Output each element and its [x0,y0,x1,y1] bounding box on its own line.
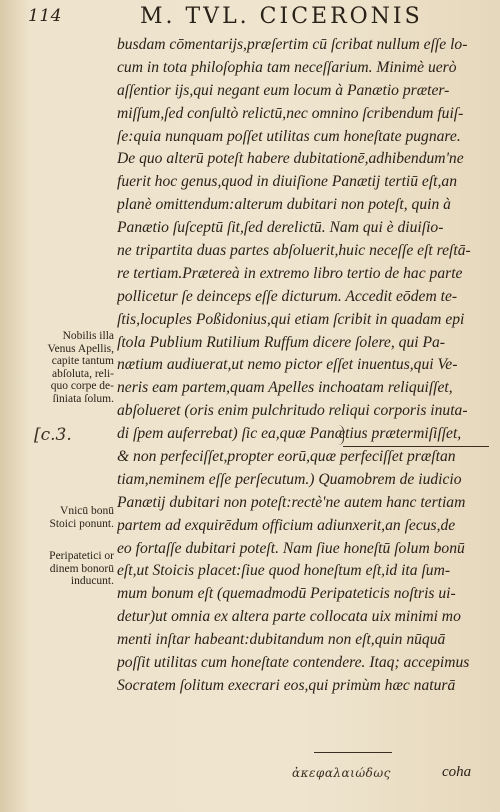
margin-note-peripatetici [22,550,114,588]
body-text [117,34,489,698]
text-line: tiam,neminem eſſe perſecutum.) Quamobrem de iudicio [117,470,462,488]
margin-note-line: abſoluta, reli- [52,367,114,380]
text-line: di ſpem auferrebat) ſic ea,quæ Panætius prætermiſiſſet, [117,425,462,443]
margin-note-line: Stoici ponunt. [49,517,114,530]
handwritten-margin-mark: [c.3. [34,425,72,445]
margin-note-apelles [22,330,114,406]
handwritten-greek-annotation: ἀκεφαλαιώδως [292,766,391,780]
text-line: ne tripartita duas partes abſoluerit,huic neceſſe eſt reſtā- [117,242,471,260]
margin-note-line: inducunt. [70,575,114,588]
text-line: planè omittendum:alterum dubitari non poteſt, quin à [117,196,451,214]
text-line: eſt,ut Stoicis placet:ſiue quod honeſtum eſt,id ita ſum- [117,562,451,580]
text-line: pollicetur ſe deinceps eſſe dicturum. Accedit eōdem te- [117,287,458,305]
text-line: ſtis,locuples Poßidonius,qui etiam ſcribit in quadam epi [117,310,465,328]
margin-note-line: ſiniata ſolum. [52,392,114,405]
handwritten-underline [343,446,489,447]
margin-note-line: Venus Apellis, [47,342,114,355]
catchword: coha [442,764,472,780]
text-line: ſe:quia nunquam poſſet utilitas cum honeſtate pugnare. [117,127,461,145]
running-head: M. TVL. CICERONIS [140,4,423,29]
text-line: neris eam partem,quam Apelles inchoatam reliquiſſet, [117,379,453,397]
text-line: cum in tota philoſophia tam neceſſarium. Minimè uerò [117,58,457,76]
margin-note-line: Nobilis illa [62,330,114,342]
text-line: menti inſtar habeant:dubitandum non eſt,quin nūquā [117,631,446,649]
text-line: detur)ut omnia ex altera parte collocata uix minimi mo [117,608,461,626]
text-line: partem ad exquirēdum officium adiunxerit,an ſecus,de [117,516,456,534]
margin-note-line: dinem bonorū [49,562,114,575]
folio-number: 114 [28,6,62,26]
text-line: aſſentior ijs,qui negant eum locum à Panætio præter- [117,81,450,99]
margin-note-line: Peripatetici or [49,550,114,562]
text-line: abſolueret (oris enim pulchritudo reliqui corporis inuta- [117,402,468,420]
margin-note-line: quo corpe de- [50,380,114,393]
text-line: poſſit utilitas cum honeſtate contendere. Itaq; accepimus [117,654,470,672]
text-line: fuerit hoc genus,quod in diuiſione Panætij tertiū eſt,an [117,173,458,191]
text-line: Panætij dubitari non poteſt:rectè'ne autem hanc tertiam [117,493,466,511]
text-line: ſtola Publium Rutilium Ruffum dicere ſolere, qui Pa- [117,333,445,351]
text-line: re tertiam.Prætereà in extremo libro tertio de hac parte [117,264,463,282]
text-line: nætium audiuerat,ut nemo pictor eſſet inuentus,qui Ve- [117,356,458,374]
handwritten-closing-bracket [338,425,344,445]
page-header [0,4,500,34]
handwritten-underline [314,752,392,753]
text-line: Socratem ſolitum execrari eos,qui primùm hæc naturā [117,676,456,694]
margin-note-line: capite tantum [51,355,114,368]
margin-note-line: Vnicū bonū [60,505,114,517]
margin-note-stoici [22,505,114,530]
text-line: Panætio ſuſceptū ſit,ſed derelictū. Nam qui è diuiſio- [117,219,444,237]
text-line: & non perfeciſſet,propter eorū,quæ perfeciſſet præſtan [117,448,456,466]
text-line: De quo alterū poteſt habere dubitationē,adhibendum'ne [117,150,464,168]
text-line: busdam cōmentarijs,præſertim cū ſcribat nullum eſſe lo- [117,36,468,53]
text-line: miſſum,ſed conſultò relictū,nec omnino ſcribendum fuiſ- [117,104,464,122]
text-line: mum bonum eſt (quemadmodū Peripateticis noſtris ui- [117,585,456,603]
text-line: eo fortaſſe dubitari poteſt. Nam ſiue honeſtū ſolum bonū [117,539,465,557]
